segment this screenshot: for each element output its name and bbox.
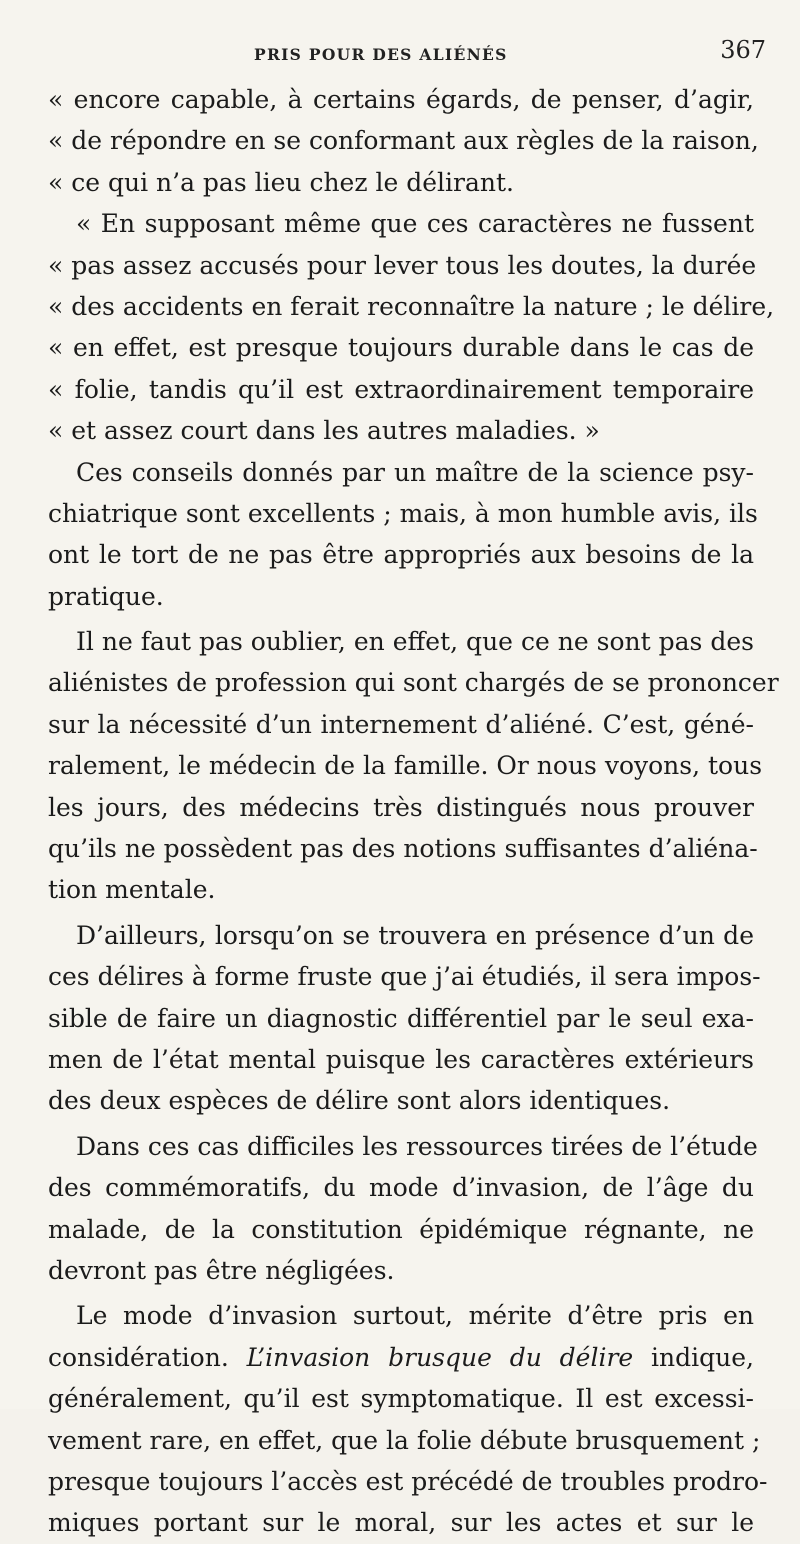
- text-line: [48, 79, 754, 120]
- text-line-content: des deux espèces de délire sont alors identiques.: [48, 1086, 671, 1116]
- text-line: [48, 1039, 754, 1080]
- text-line-content: vement rare, en effet, que la folie débute brusquement ;: [48, 1425, 761, 1455]
- text-line-content: « encore capable, à certains égards, de penser, d’agir,: [48, 85, 754, 114]
- text-line: [48, 1167, 754, 1208]
- running-head: PRIS POUR DES ALIÉNÉS: [254, 45, 508, 64]
- text-line: [48, 956, 761, 997]
- text-line-content: chiatrique sont excellents ; mais, à mon humble avis, ils: [48, 498, 758, 528]
- text-line-content: sible de faire un diagnostic différentiel par le seul exa-: [48, 1003, 754, 1033]
- text-line: [48, 534, 754, 575]
- text-line: [48, 787, 754, 828]
- text-line-content: « de répondre en se conformant aux règles de la raison,: [48, 126, 759, 156]
- text-line-content: « ce qui n’a pas lieu chez le délirant.: [48, 167, 514, 197]
- text-line: [48, 203, 754, 244]
- text-line-content: « et assez court dans les autres maladies. »: [48, 416, 600, 446]
- text-line: [48, 1461, 768, 1502]
- italic-phrase: L’invasion brusque du délire: [246, 1342, 634, 1372]
- text-line-content: « des accidents en ferait reconnaître la nature ; le délire,: [48, 291, 775, 321]
- text-line: [48, 452, 754, 493]
- text-line-content: « en effet, est presque toujours durable dans le cas de: [48, 333, 754, 363]
- text-line-content: presque toujours l’accès est précédé de troubles prodro-: [48, 1466, 768, 1496]
- page-number: 367: [720, 36, 766, 64]
- text-line-content: qu’ils ne possèdent pas des notions suffisantes d’aliéna-: [48, 834, 758, 864]
- text-line: [48, 1502, 754, 1543]
- body-text: [48, 79, 779, 1544]
- text-line: [48, 1250, 754, 1291]
- text-line: [48, 369, 754, 410]
- text-line-content: D’ailleurs, lorsqu’on se trouvera en présence d’un de: [76, 920, 754, 950]
- text-line: [48, 245, 757, 286]
- text-line: [48, 286, 775, 327]
- text-line-content: sur la nécessité d’un internement d’aliéné. C’est, géné-: [48, 709, 754, 739]
- text-line-content: ces délires à forme fruste que j’ai étudiés, il sera impos-: [48, 962, 761, 992]
- text-line-content: aliénistes de profession qui sont chargés de se prononcer: [48, 668, 779, 698]
- text-line-content: Dans ces cas difficiles les ressources tirées de l’étude: [76, 1131, 758, 1161]
- text-line-tail: indique,: [633, 1342, 754, 1372]
- text-line-content: considération.: [48, 1342, 229, 1372]
- text-line: [48, 621, 754, 662]
- text-line-content: miques portant sur le moral, sur les actes et sur le: [48, 1508, 754, 1538]
- text-line-content: les jours, des médecins très distingués nous prouver: [48, 792, 754, 822]
- text-line: [48, 1080, 754, 1121]
- text-line-content: des commémoratifs, du mode d’invasion, de l’âge du: [48, 1173, 754, 1203]
- text-line: [48, 1378, 754, 1419]
- text-line: [48, 662, 779, 703]
- text-line-content: « En supposant même que ces caractères ne fussent: [76, 209, 754, 239]
- text-line-content: malade, de la constitution épidémique régnante, ne: [48, 1214, 754, 1244]
- text-line: [48, 410, 754, 451]
- text-line: [48, 576, 754, 617]
- text-line: [48, 998, 754, 1039]
- text-line-content: généralement, qu’il est symptomatique. Il est excessi-: [48, 1384, 754, 1414]
- text-line: [48, 915, 754, 956]
- text-line: [48, 1295, 754, 1336]
- text-line-content: « pas assez accusés pour lever tous les doutes, la durée: [48, 250, 757, 280]
- text-line-content: tion mentale.: [48, 875, 216, 905]
- text-line-content: pratique.: [48, 581, 164, 611]
- text-line: [48, 745, 763, 786]
- text-line-content: ralement, le médecin de la famille. Or nous voyons, tous: [48, 751, 763, 781]
- text-line-content: Le mode d’invasion surtout, mérite d’être pris en: [76, 1301, 754, 1331]
- text-line: [48, 327, 754, 368]
- page-header: [50, 36, 770, 76]
- text-line: [48, 704, 754, 745]
- text-line: [48, 828, 758, 869]
- text-line-content: Il ne faut pas oublier, en effet, que ce ne sont pas des: [76, 627, 754, 657]
- text-line: [48, 1337, 754, 1378]
- text-line: [48, 1126, 758, 1167]
- text-line: [48, 869, 754, 910]
- text-line: [48, 1420, 761, 1461]
- text-line-content: devront pas être négligées.: [48, 1255, 395, 1285]
- text-line-content: men de l’état mental puisque les caractères extérieurs: [48, 1044, 754, 1074]
- text-line: [48, 1209, 754, 1250]
- text-line: [48, 162, 754, 203]
- text-line-content: ont le tort de ne pas être appropriés aux besoins de la: [48, 540, 754, 570]
- text-line: [48, 120, 759, 161]
- text-line: [48, 493, 758, 534]
- text-line-content: Ces conseils donnés par un maître de la science psy-: [76, 457, 754, 487]
- text-line-content: « folie, tandis qu’il est extraordinairement temporaire: [48, 374, 754, 404]
